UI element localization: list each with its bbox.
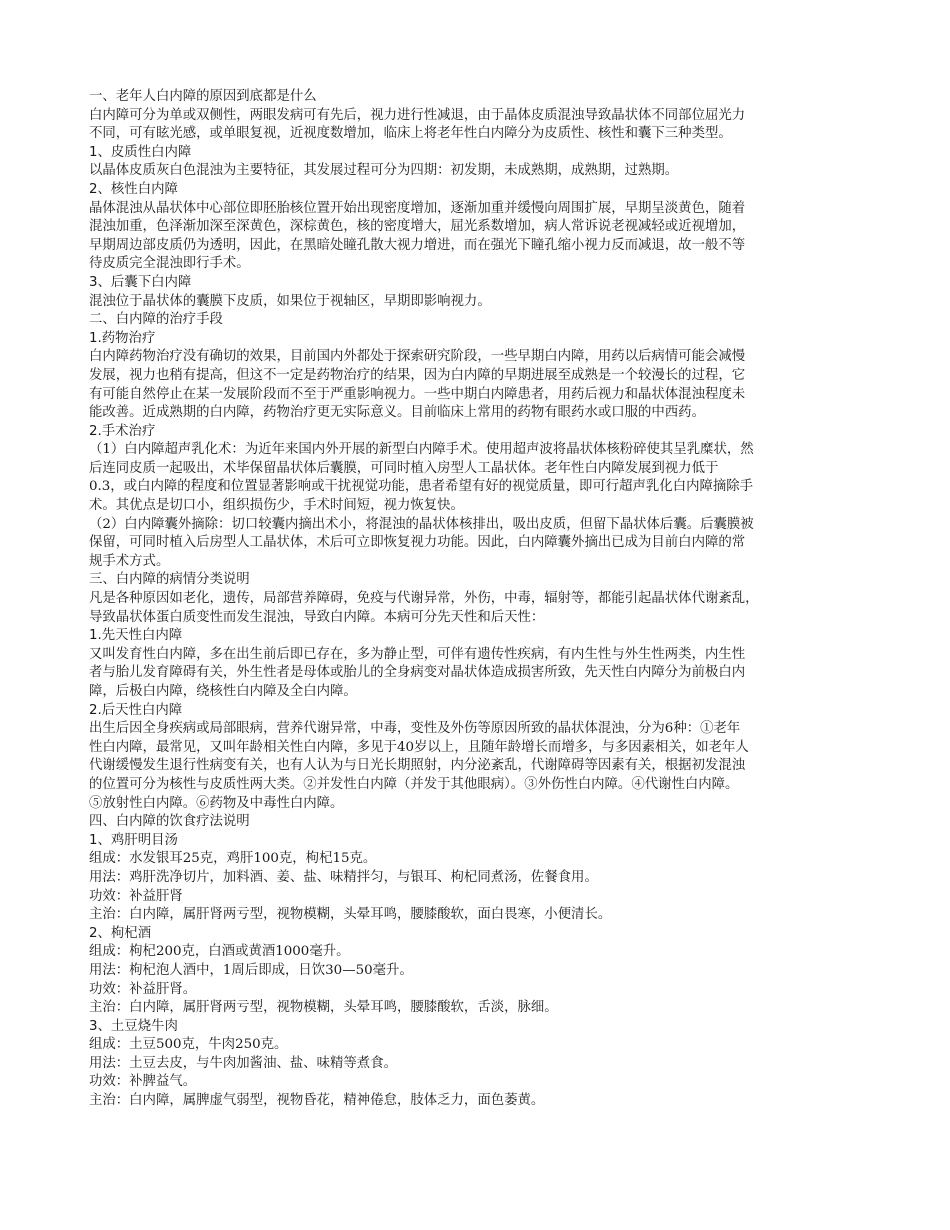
section-heading-line: 四、白内障的饮食疗法说明 xyxy=(89,814,250,830)
text-line: 组成：枸杞200克，白酒或黄酒1000毫升。 xyxy=(89,944,350,960)
text-line: 后连同皮质一起吸出，术毕保留晶状体后囊膜，可同时植入房型人工晶状体。老年性白内障发展到视力低于 xyxy=(89,460,719,476)
section-heading-line: 1.药物治疗 xyxy=(89,330,156,346)
text-line: ⑤放射性白内障。⑥药物及中毒性白内障。 xyxy=(89,795,344,811)
text-line: 不同，可有眩光感，或单眼复视，近视度数增加，临床上将老年性白内障分为皮质性、核性和囊下三种类型。 xyxy=(89,126,732,142)
text-line: 以晶体皮质灰白色混浊为主要特征，其发展过程可分为四期：初发期，未成熟期，成熟期，过熟期。 xyxy=(89,163,679,179)
text-line: 主治：白内障，属肝肾两亏型，视物模糊，头晕耳鸣，腰膝酸软，面白畏寒，小便清长。 xyxy=(89,907,612,923)
text-line: 代谢缓慢发生退行性病变有关，也有人认为与日光长期照射，内分泌紊乱，代谢障碍等因素有关，根据初发混浊 xyxy=(89,758,746,774)
text-line: 障，后极白内障，绕核性白内障及全白内障。 xyxy=(89,684,357,699)
text-line: 用法：鸡肝洗净切片，加料酒、姜、盐、味精拌匀，与银耳、枸杞同煮汤，佐餐食用。 xyxy=(89,869,598,885)
text-line: 有可能自然停止在某一发展阶段而不至于严重影响视力。一些中期白内障患者，用药后视力和晶状体混浊程度未 xyxy=(89,386,746,402)
section-heading-line: 三、白内障的病情分类说明 xyxy=(89,572,250,588)
text-line: 保留，可同时植入后房型人工晶状体，术后可立即恢复视力功能。因此，白内障囊外摘出已成为目前白内障的常 xyxy=(89,535,746,551)
text-line: 组成：水发银耳25克，鸡肝100克，枸杞15克。 xyxy=(89,851,377,867)
text-line: 规手术方式。 xyxy=(89,553,170,569)
text-line: 混浊加重，色泽渐加深至深黄色，深棕黄色，核的密度增大，屈光系数增加，病人常诉说老视减轻或近视增加， xyxy=(89,219,746,235)
text-line: 白内障药物治疗没有确切的效果，目前国内外都处于探索研究阶段，一些早期白内障，用药以后病情可能会减慢 xyxy=(89,349,746,365)
text-line: 导致晶状体蛋白质变性而发生混浊，导致白内障。本病可分先天性和后天性： xyxy=(89,609,545,625)
section-heading-line: 二、白内障的治疗手段 xyxy=(89,312,223,328)
section-heading-line: 1.先天性白内障 xyxy=(89,628,183,644)
text-line: 组成：土豆500克，牛肉250克。 xyxy=(89,1037,288,1053)
section-heading-line: 一、老年人白内障的原因到底都是什么 xyxy=(89,89,317,104)
text-line: 混浊位于晶状体的囊膜下皮质，如果位于视轴区，早期即影响视力。 xyxy=(89,293,491,309)
text-line: 出生后因全身疾病或局部眼病，营养代谢异常，中毒，变性及外伤等原因所致的晶状体混浊，分为6种：①老年 xyxy=(89,721,741,737)
text-line: 者与胎儿发育障碍有关，外生性者是母体或胎儿的全身病变对晶状体造成损害所致，先天性白内障分为前极白内 xyxy=(89,665,746,681)
section-heading-line: 1、鸡肝明目汤 xyxy=(89,832,178,848)
text-line: 用法：枸杞泡人酒中，1周后即成，日饮30—50毫升。 xyxy=(89,962,413,978)
text-line: （2）白内障囊外摘除：切口较囊内摘出术小，将混浊的晶状体核排出，吸出皮质，但留下晶状体后囊。后囊膜被 xyxy=(89,516,754,532)
section-heading-line: 1、皮质性白内障 xyxy=(89,144,192,160)
text-line: 的位置可分为核性与皮质性两大类。②并发性白内障（并发于其他眼病）。③外伤性白内障。④代谢性白内障。 xyxy=(89,776,739,792)
section-heading-line: 3、土豆烧牛肉 xyxy=(89,1018,178,1034)
text-line: 性白内障，最常见，又叫年龄相关性白内障，多见于40岁以上，且随年龄增长而增多，与多因素相关，如老年人 xyxy=(89,739,749,755)
text-line: 白内障可分为单或双侧性，两眼发病可有先后，视力进行性减退，由于晶体皮质混浊导致晶状体不同部位屈光力 xyxy=(89,107,746,123)
section-heading-line: 2.后天性白内障 xyxy=(89,702,183,718)
text-line: 术。其优点是切口小，组织损伤少，手术时间短，视力恢复快。 xyxy=(89,498,464,514)
section-heading-line: 2.手术治疗 xyxy=(89,423,156,439)
text-line: 0.3，或白内障的程度和位置显著影响或干扰视觉功能，患者希望有好的视觉质量，即可行超声乳化白内障摘除手 xyxy=(89,479,754,495)
section-heading-line: 3、后囊下白内障 xyxy=(89,274,192,290)
text-line: 功效：补益肝肾 xyxy=(89,888,183,904)
text-line: 主治：白内障，属肝肾两亏型，视物模糊，头晕耳鸣，腰膝酸软，舌淡，脉细。 xyxy=(89,1000,558,1016)
section-heading-line: 2、枸杞酒 xyxy=(89,925,152,941)
text-line: 凡是各种原因如老化，遗传，局部营养障碍，免疫与代谢异常，外伤，中毒，辐射等，都能引起晶状体代谢紊乱， xyxy=(89,591,759,607)
text-line: 早期周边部皮质仍为透明，因此，在黑暗处瞳孔散大视力增进，而在强光下瞳孔缩小视力反而减退，故一般不等 xyxy=(89,237,746,253)
text-line: 待皮质完全混浊即行手术。 xyxy=(89,256,250,272)
text-line: 能改善。近成熟期的白内障，药物治疗更无实际意义。目前临床上常用的药物有眼药水或口服的中西药。 xyxy=(89,405,705,421)
text-line: （1）白内障超声乳化术：为近年来国内外开展的新型白内障手术。使用超声波将晶状体核粉碎使其呈乳糜状，然 xyxy=(89,442,754,458)
section-heading-line: 2、核性白内障 xyxy=(89,181,178,197)
text-line: 晶体混浊从晶状体中心部位即胚胎核位置开始出现密度增加，逐渐加重并缓慢向周围扩展，早期呈淡黄色，随着 xyxy=(89,200,746,216)
text-line: 用法：土豆去皮，与牛肉加酱油、盐、味精等煮食。 xyxy=(89,1055,397,1071)
text-line: 主治：白内障，属脾虚气弱型，视物昏花，精神倦怠，肢体乏力，面色萎黄。 xyxy=(89,1093,545,1109)
text-line: 功效：补益肝肾。 xyxy=(89,981,197,997)
text-line: 又叫发育性白内障，多在出生前后即已存在，多为静止型，可伴有遗传性疾病，有内生性与外生性两类，内生性 xyxy=(89,646,746,662)
text-line: 功效：补脾益气。 xyxy=(89,1074,197,1090)
text-line: 发展，视力也稍有提高，但这不一定是药物治疗的结果，因为白内障的早期进展至成熟是一个较漫长的过程，它 xyxy=(89,367,746,383)
